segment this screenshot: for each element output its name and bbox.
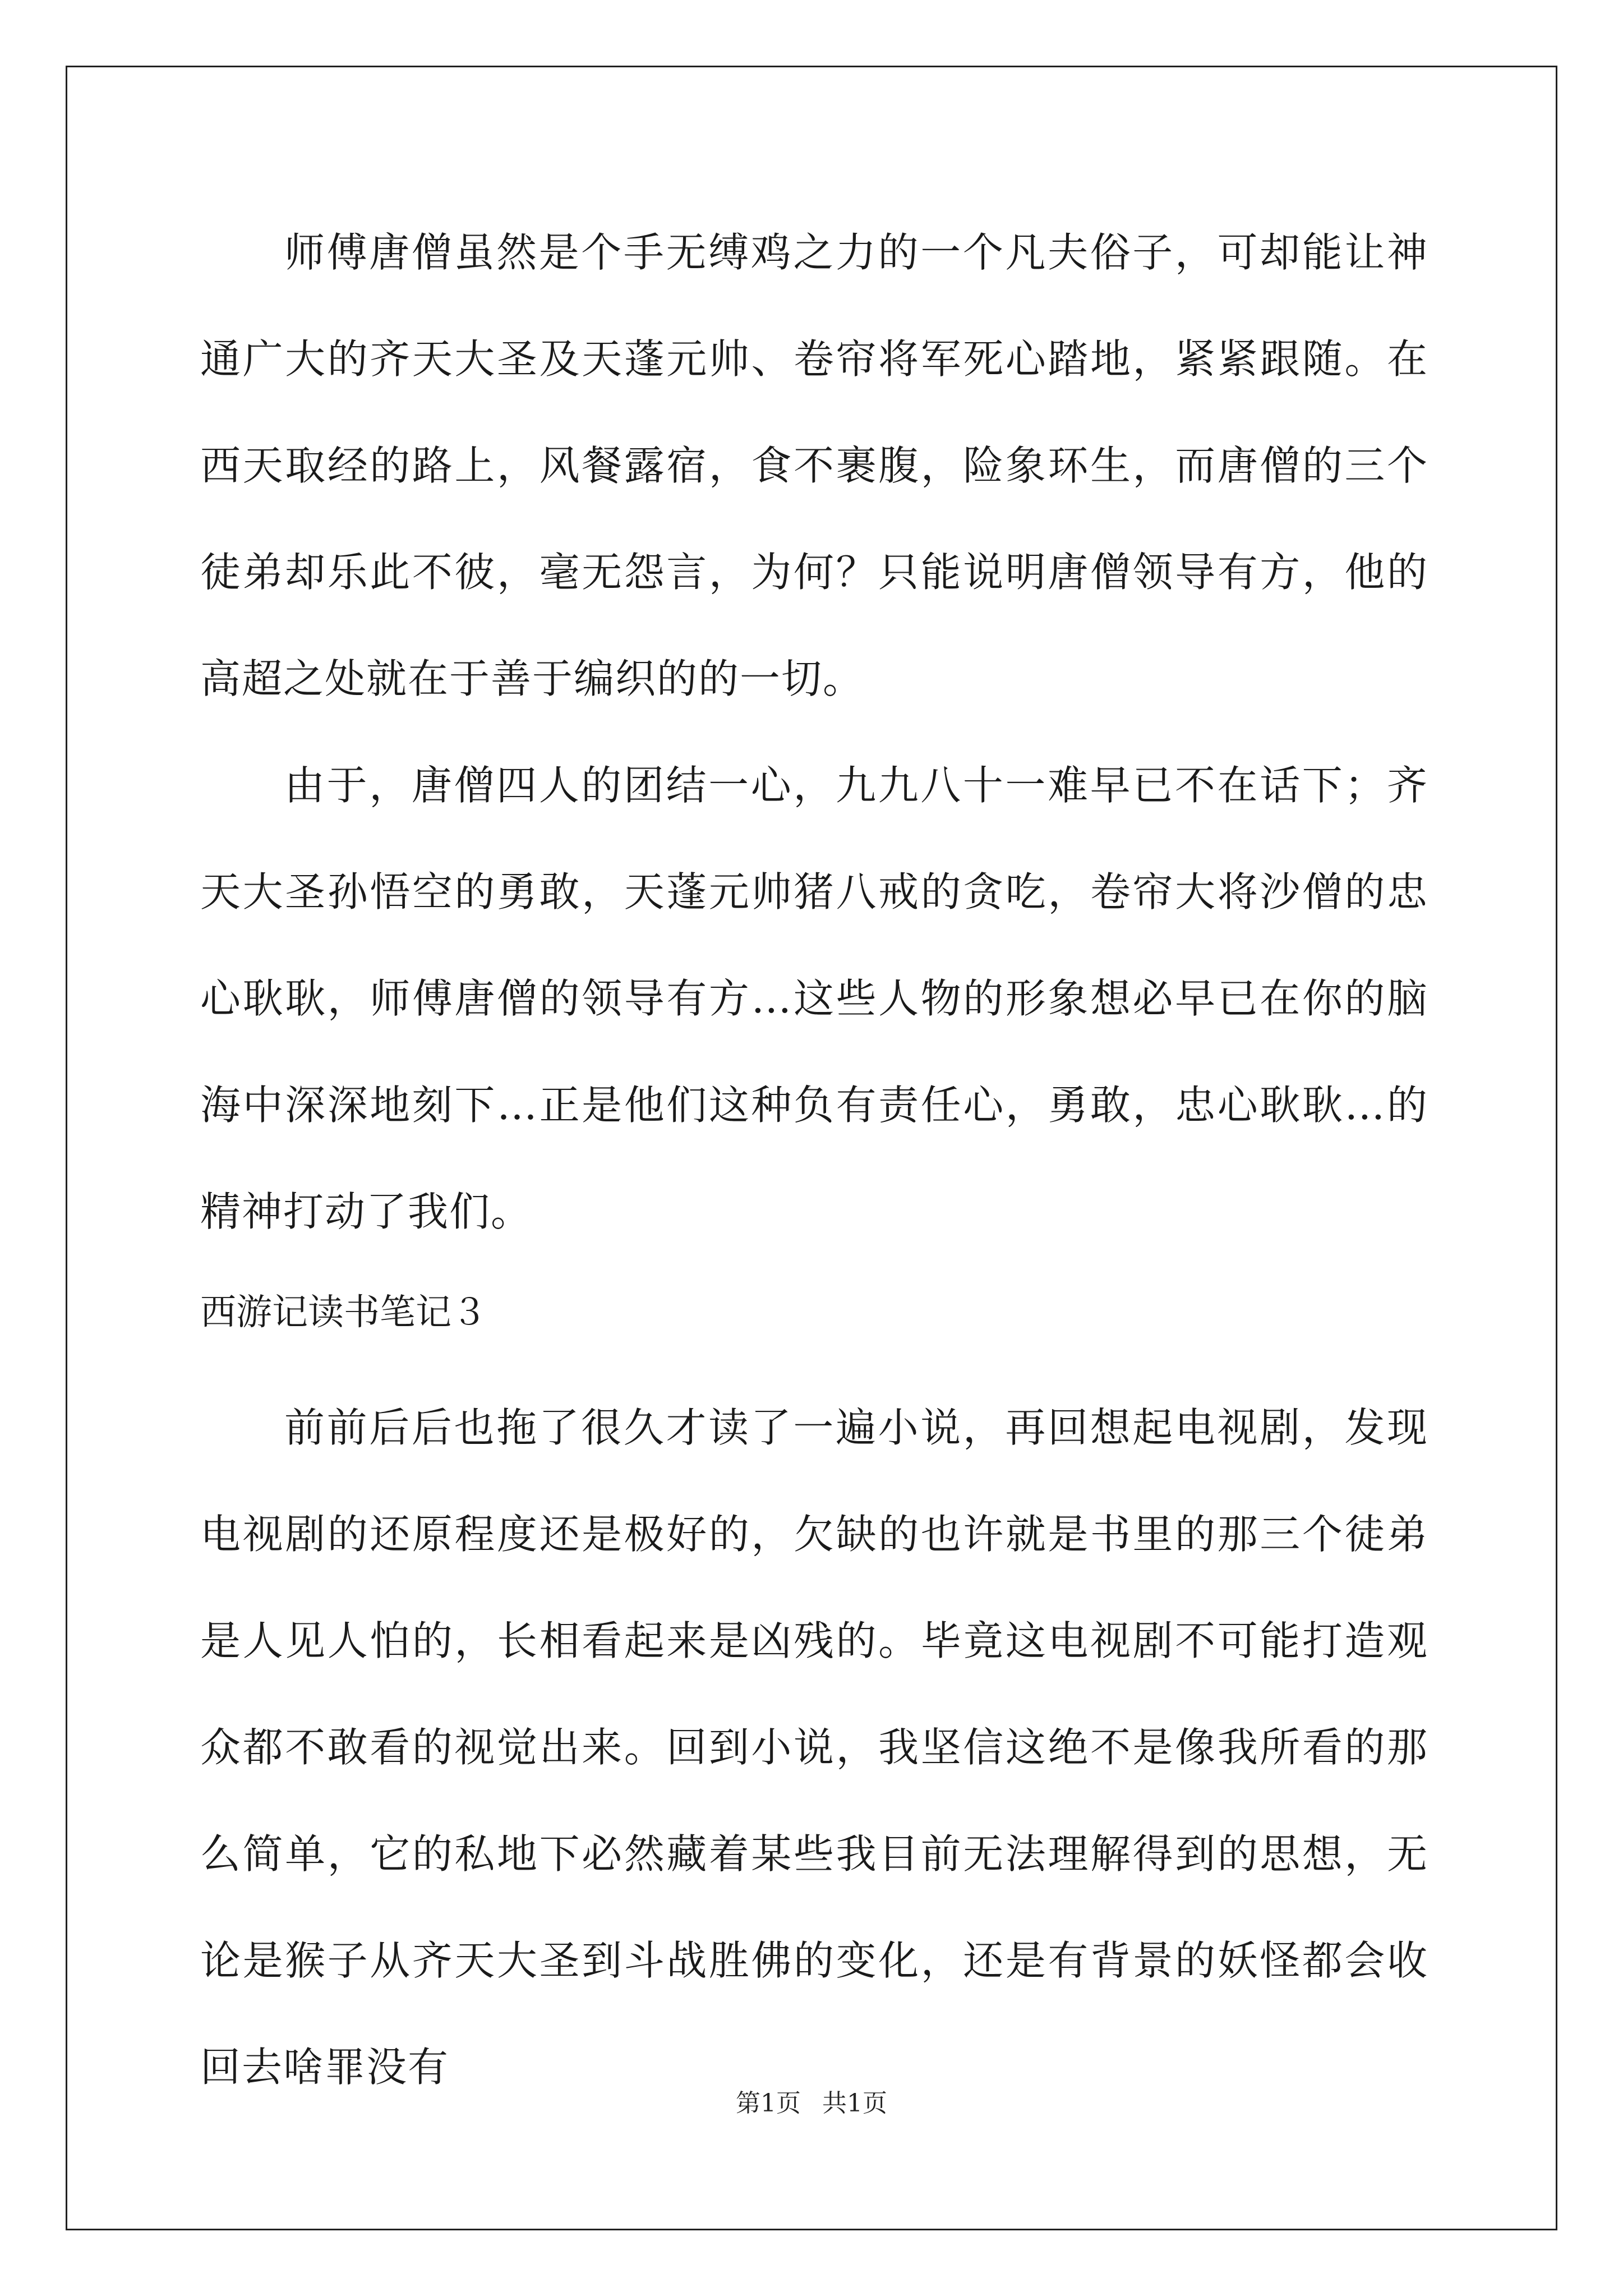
paragraph-3: 前前后后也拖了很久才读了一遍小说，再回想起电视剧，发现电视剧的还原程度还是极好的，欠缺的也许就是书里的那三个徒弟是人见人怕的，长相看起来是凶残的。毕竟这电视剧不可能打造观众都不敢看的视觉出来。回到小说，我坚信这绝不是像我所看的那么简单，它的私地下必然藏着某些我目前无法理解得到的思想，无论是猴子从齐天大圣到斗战胜佛的变化，还是有背景的妖怪都会收回去啥罪没有 xyxy=(200,1404,1428,2091)
section-heading: 西游记读书笔记３ xyxy=(200,1292,487,1333)
page-number: 第1页 xyxy=(736,2089,801,2118)
paragraph-1: 师傅唐僧虽然是个手无缚鸡之力的一个凡夫俗子，可却能让神通广大的齐天大圣及天蓬元帅、卷帘将军死心踏地，紧紧跟随。在西天取经的路上，风餐露宿，食不裹腹，险象环生，而唐僧的三个徒弟却乐此不彼，毫无怨言，为何？只能说明唐僧领导有方，他的高超之处就在于善于编织的的一切。 xyxy=(200,229,1428,702)
page-total: 共1页 xyxy=(822,2089,887,2118)
paragraph-2: 由于，唐僧四人的团结一心，九九八十一难早已不在话下；齐天大圣孙悟空的勇敢，天蓬元帅猪八戒的贪吃，卷帘大将沙僧的忠心耿耿，师傅唐僧的领导有方…这些人物的形象想必早已在你的脑海中深深地刻下…正是他们这种负有责任心，勇敢，忠心耿耿…的精神打动了我们。 xyxy=(200,762,1428,1235)
page-footer xyxy=(0,2087,1623,2120)
